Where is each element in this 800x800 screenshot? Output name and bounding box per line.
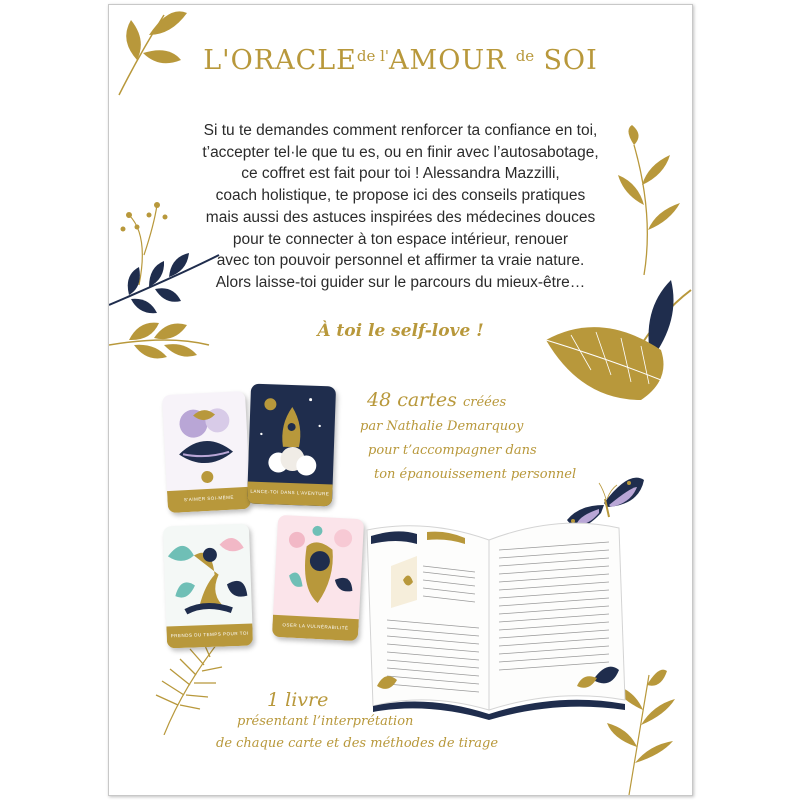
oracle-card: [247, 384, 336, 507]
slogan: À toi le self-love !: [317, 321, 484, 341]
book-line: présentant l’interprétation: [237, 714, 414, 729]
rocket-icon: [248, 384, 336, 485]
description-line: pour te connecter à ton espace intérieur, renouer: [232, 230, 569, 248]
cards-description: [309, 388, 576, 487]
lips-icon: [162, 391, 250, 491]
cards-count: 48 cartes: [367, 389, 457, 411]
card-caption: S'AIMER SOI-MÊME: [183, 494, 235, 503]
description-line: ce coffret est fait pour toi ! Alessandra Mazzilli,: [241, 165, 560, 183]
cards-count-suffix: créées: [462, 395, 507, 410]
description-line: coach holistique, te propose ici des conseils pratiques: [215, 187, 586, 205]
card-caption: OSER LA VULNÉRABILITÉ: [282, 622, 349, 631]
woman-yoga-icon: [163, 524, 252, 627]
book-description: [109, 689, 692, 755]
description-line: avec ton pouvoir personnel et affirmer ta vraie nature.: [216, 252, 585, 270]
book-line: 1 livre: [267, 689, 329, 711]
card-caption: LANCE-TOI DANS L'AVENTURE: [250, 488, 330, 497]
book-line: de chaque carte et des méthodes de tirage: [216, 736, 499, 751]
card-caption: PRENDS DU TEMPS POUR TOI: [170, 630, 249, 639]
cards-line: ton épanouissement personnel: [374, 467, 577, 482]
oracle-card: [272, 515, 364, 641]
description-line: Alors laisse-toi guider sur le parcours du mieux-être…: [215, 273, 586, 291]
page-title: $L'ORACLE^{de l'}AMOUR$ $^{de}$ SOI: [203, 45, 598, 76]
description-line: t’accepter tel·le que tu es, ou en finir avec l’autosabotage,: [202, 143, 599, 161]
woman-flowers-icon: [273, 515, 364, 619]
oracle-card: [163, 524, 253, 649]
product-back-cover: [108, 4, 693, 796]
description-text: [159, 120, 642, 294]
cards-line: par Nathalie Demarquoy: [360, 419, 524, 434]
oracle-card: [162, 391, 251, 513]
cards-line: pour t’accompagner dans: [368, 443, 537, 458]
description-line: mais aussi des astuces inspirées des médecines douces: [205, 208, 596, 226]
description-line: Si tu te demandes comment renforcer ta confiance en toi,: [203, 122, 598, 139]
